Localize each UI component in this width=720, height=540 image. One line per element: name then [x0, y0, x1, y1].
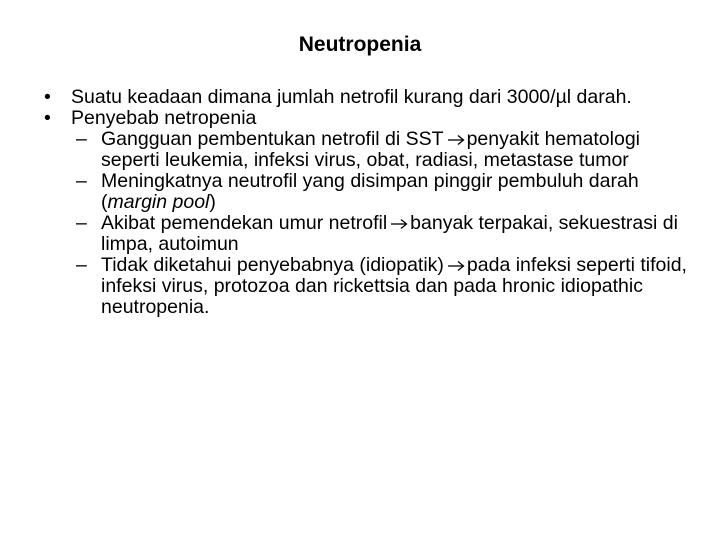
- right-arrow-icon: [390, 218, 408, 230]
- sub-bullet-text-after: ): [209, 191, 216, 213]
- bullet-symbol: •: [44, 107, 51, 129]
- sub-bullet-text-before: Meningkatnya neutrofil yang disimpan pinggir pembuluh darah (: [101, 170, 639, 213]
- slide-body: [44, 87, 694, 318]
- dash-symbol: –: [76, 128, 87, 150]
- sub-bullet-text-italic: margin pool: [107, 191, 210, 213]
- sub-bullet-item: [44, 129, 694, 171]
- sub-bullet-item: [44, 213, 694, 255]
- dash-symbol: –: [76, 212, 87, 234]
- right-arrow-icon: [447, 260, 465, 272]
- bullet-symbol: •: [44, 86, 51, 108]
- sub-bullet-text-after: pada infeksi seperti tifoid, infeksi virus, protozoa dan rickettsia dan pada hronic idiopathic neutropenia.: [101, 254, 687, 318]
- right-arrow-icon: [447, 134, 465, 146]
- sub-bullet-text-before: Akibat pemendekan umur netrofil: [101, 212, 388, 234]
- slide-title: Neutropenia: [298, 33, 422, 56]
- bullet-text: Suatu keadaan dimana jumlah netrofil kurang dari 3000/µl darah.: [71, 86, 632, 108]
- sub-bullet-text-before: Tidak diketahui penyebabnya (idiopatik): [101, 254, 444, 276]
- dash-symbol: –: [76, 254, 87, 276]
- dash-symbol: –: [76, 170, 87, 192]
- bullet-item: [44, 87, 694, 108]
- sub-bullet-item: [44, 255, 694, 318]
- sub-bullet-text-after: banyak terpakai, sekuestrasi di limpa, autoimun: [101, 212, 678, 255]
- bullet-item: [44, 108, 694, 129]
- sub-bullet-item: [44, 171, 694, 213]
- sub-bullet-text-before: Gangguan pembentukan netrofil di SST: [101, 128, 444, 150]
- sub-bullet-text-after: penyakit hematologi seperti leukemia, infeksi virus, obat, radiasi, metastase tumor: [101, 128, 641, 171]
- bullet-text: Penyebab netropenia: [71, 107, 257, 129]
